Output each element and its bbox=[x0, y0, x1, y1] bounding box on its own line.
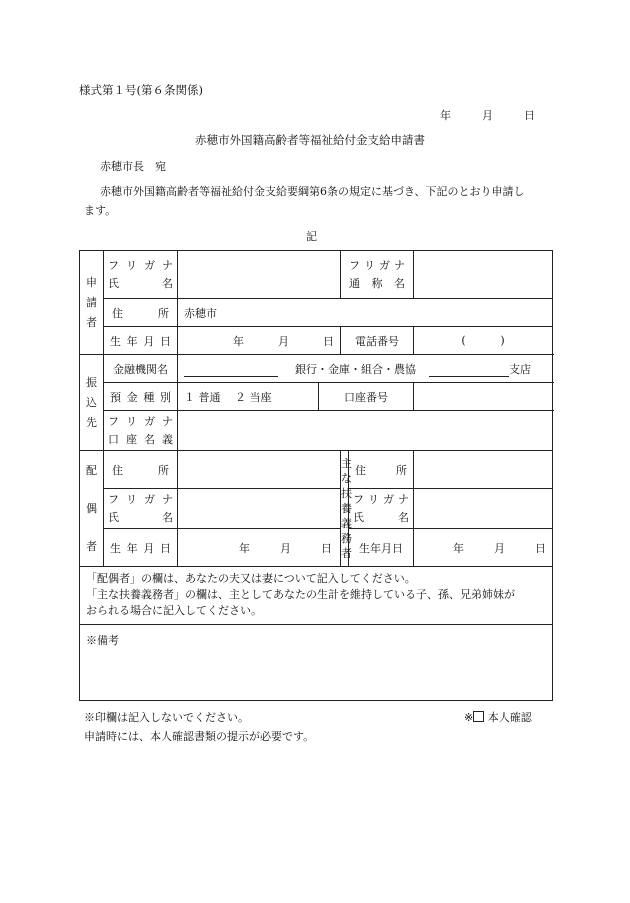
id-check-label: 本人確認 bbox=[487, 711, 532, 724]
bank-name-label: 金融機関名 bbox=[104, 355, 178, 383]
notes-box bbox=[80, 567, 553, 625]
account-number-field[interactable] bbox=[414, 383, 553, 411]
applicant-birth-field[interactable]: 年 月 日 bbox=[178, 327, 341, 355]
form-number: 様式第１号(第６条関係) bbox=[79, 83, 203, 97]
supporter-birth-label: 生年月日 bbox=[349, 529, 414, 567]
remarks-box[interactable] bbox=[80, 625, 553, 701]
applicant-section-label: 申 請 者 bbox=[80, 251, 104, 355]
spouse-name-label: フ リ ガ ナ 氏 名 bbox=[104, 489, 178, 529]
supporter-birth-field[interactable]: 年 月 日 bbox=[414, 529, 553, 567]
supporter-name-field[interactable] bbox=[414, 489, 553, 529]
note-line-3: おられる場合に記入してください。 bbox=[86, 604, 262, 617]
spouse-address-field[interactable] bbox=[178, 451, 341, 489]
applicant-name-label: フ リ ガ ナ 氏 名 bbox=[104, 251, 178, 299]
spouse-birth-field[interactable]: 年 月 日 bbox=[178, 529, 341, 567]
applicant-alias-field[interactable] bbox=[414, 251, 553, 299]
application-form-table bbox=[79, 250, 553, 701]
spouse-section-label: 配 偶 者 bbox=[80, 451, 104, 567]
intro-line-2: ます。 bbox=[84, 204, 117, 217]
applicant-address-label: 住 所 bbox=[104, 299, 178, 327]
note-line-2: 「主な扶養義務者」の欄は、主としてあなたの生計を維持している子、孫、兄弟姉妹が bbox=[86, 588, 515, 601]
spouse-name-field[interactable] bbox=[178, 489, 341, 529]
id-check bbox=[464, 709, 532, 725]
supporter-section-label: 主 な 扶 養 義 務 者 bbox=[341, 451, 349, 567]
ki-mark: 記 bbox=[306, 230, 317, 243]
transfer-section-label: 振 込 先 bbox=[80, 355, 104, 451]
applicant-phone-field[interactable]: ( ) bbox=[414, 327, 553, 355]
seal-note: ※印欄は記入しないでください。 bbox=[84, 711, 249, 724]
supporter-address-field[interactable] bbox=[414, 451, 553, 489]
spouse-birth-label: 生 年 月 日 bbox=[104, 529, 178, 567]
date-year: 年 bbox=[440, 109, 451, 122]
date-month: 月 bbox=[482, 109, 493, 122]
date-day: 日 bbox=[524, 109, 535, 122]
applicant-address-field[interactable]: 赤穂市 bbox=[178, 299, 553, 327]
bank-types: 銀行・金庫・組合・農協 bbox=[295, 362, 416, 376]
intro-line-1: 赤穂市外国籍高齢者等福祉給付金支給要綱第6条の規定に基づき、下記のとおり申請し bbox=[100, 185, 525, 198]
account-holder-label: フ リ ガ ナ 口 座 名 義 bbox=[104, 411, 178, 451]
account-number-label: 口座番号 bbox=[319, 383, 414, 411]
id-check-checkbox[interactable] bbox=[473, 711, 484, 722]
requirement-note: 申請時には、本人確認書類の提示が必要です。 bbox=[84, 730, 315, 743]
note-line-1: 「配偶者」の欄は、あなたの夫又は妻について記入してください。 bbox=[86, 572, 416, 585]
branch-label: 支店 bbox=[509, 362, 531, 376]
supporter-address-label: 住 所 bbox=[349, 451, 414, 489]
bank-name-field[interactable] bbox=[178, 355, 553, 383]
account-holder-field[interactable] bbox=[178, 411, 553, 451]
account-type-label: 預 金 種 別 bbox=[104, 383, 178, 411]
applicant-birth-label: 生 年 月 日 bbox=[104, 327, 178, 355]
account-type-options[interactable]: １ 普通 ２ 当座 bbox=[178, 383, 319, 411]
form-title: 赤穂市外国籍高齢者等福祉給付金支給申請書 bbox=[195, 133, 425, 147]
spouse-address-label: 住 所 bbox=[104, 451, 178, 489]
remarks-label: ※備考 bbox=[86, 634, 119, 647]
applicant-phone-label: 電話番号 bbox=[341, 327, 414, 355]
applicant-name-field[interactable] bbox=[178, 251, 341, 299]
addressee: 赤穂市長 宛 bbox=[100, 160, 166, 173]
supporter-name-label: フ リ ガ ナ 氏 名 bbox=[349, 489, 414, 529]
date-line bbox=[440, 107, 535, 123]
applicant-alias-label: フ リ ガ ナ 通 称 名 bbox=[341, 251, 414, 299]
id-check-prefix: ※ bbox=[464, 711, 474, 724]
